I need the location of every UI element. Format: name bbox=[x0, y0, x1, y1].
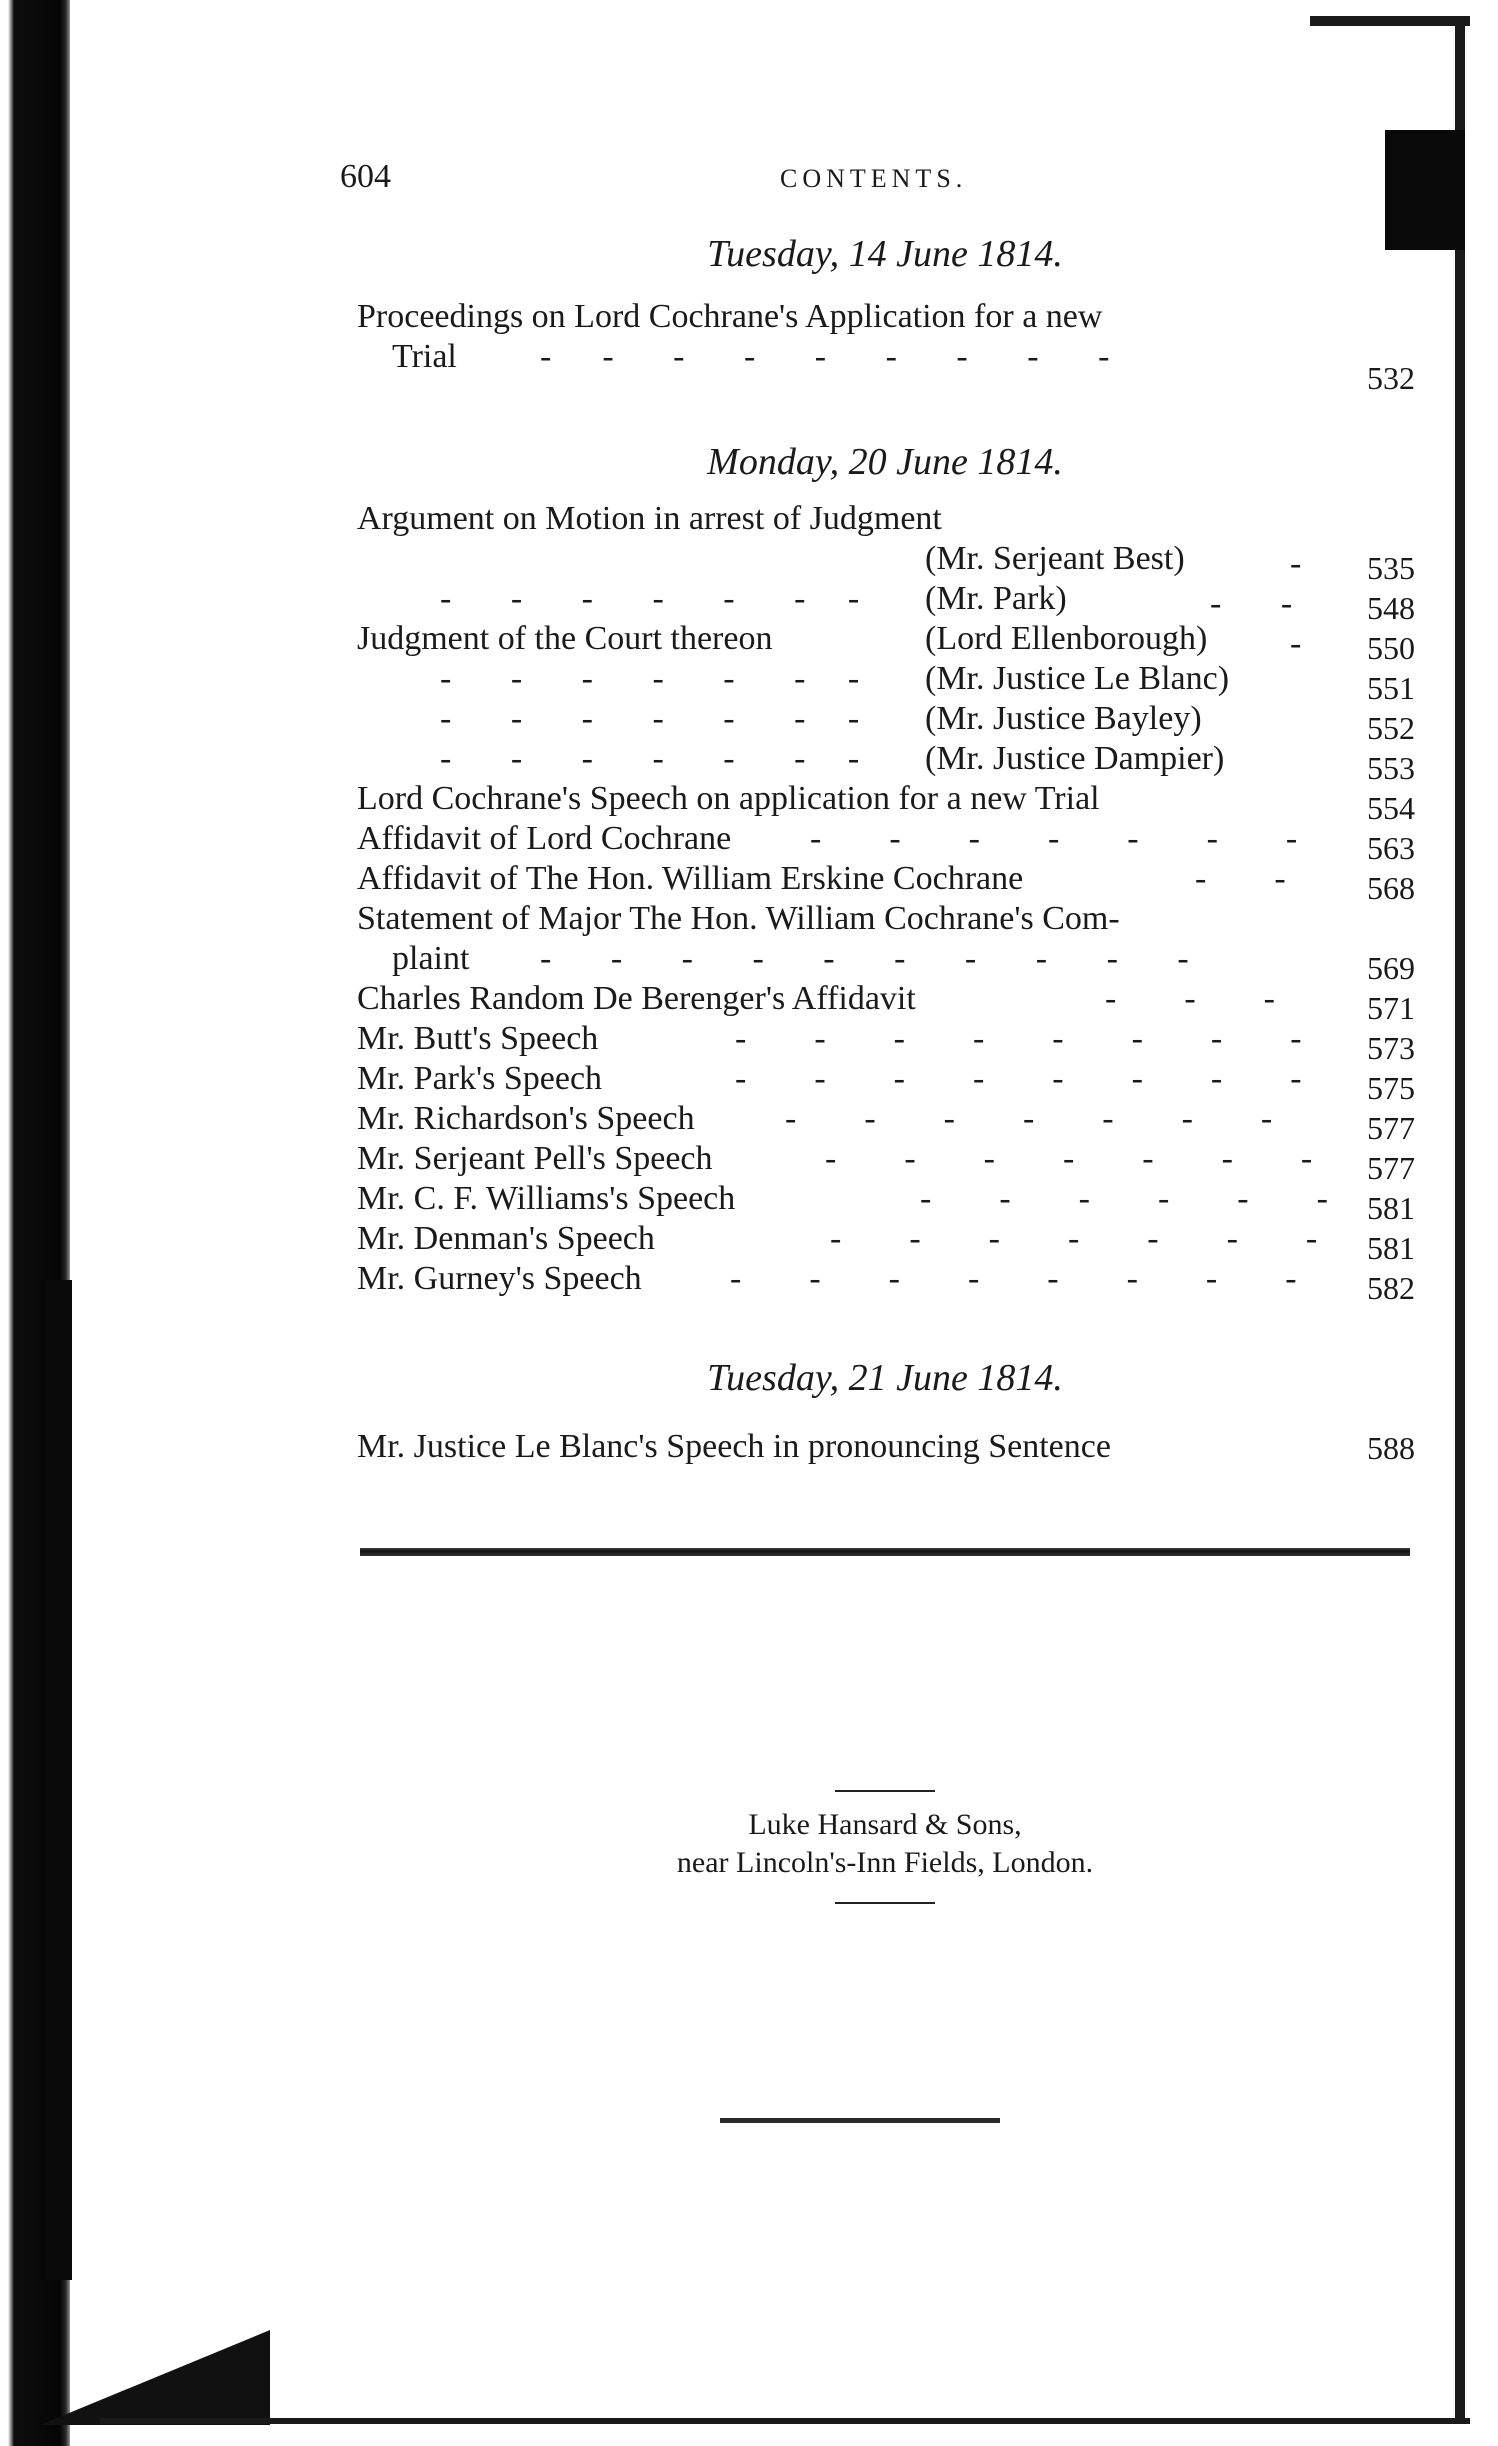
entry-text: Trial bbox=[392, 338, 457, 375]
scan-edge-bottom bbox=[100, 2418, 1470, 2424]
entry-butt: Mr. Butt's Speech bbox=[357, 1020, 599, 1057]
entry-speaker: (Mr. Serjeant Best) bbox=[925, 540, 1185, 577]
page-ref: 563 bbox=[1367, 830, 1415, 866]
leader-dots: - - - - - - - - bbox=[735, 1020, 1302, 1057]
entry-le-blanc-sentence: Mr. Justice Le Blanc's Speech in pronouncing Sentence bbox=[357, 1428, 1111, 1465]
imprint-rule-bottom bbox=[835, 1902, 935, 1904]
binding-shadow-corner bbox=[40, 2330, 270, 2425]
page-ref: 535 bbox=[1367, 550, 1415, 586]
section-heading-tuesday-21: Tuesday, 21 June 1814. bbox=[707, 1357, 1063, 1399]
entry-judgment: Judgment of the Court thereon bbox=[357, 620, 773, 657]
entry-richardson: Mr. Richardson's Speech bbox=[357, 1100, 695, 1137]
entry-statement: Statement of Major The Hon. William Cochrane's Com- bbox=[357, 900, 1120, 937]
entry-cochrane-speech: Lord Cochrane's Speech on application for a new Trial bbox=[357, 780, 1100, 817]
page-ref: 582 bbox=[1367, 1270, 1415, 1306]
leader-dots: - - - - - - - bbox=[440, 740, 860, 777]
page-ref: 573 bbox=[1367, 1030, 1415, 1066]
imprint-rule-top bbox=[835, 1790, 935, 1792]
entry-berenger: Charles Random De Berenger's Affidavit bbox=[357, 980, 916, 1017]
page-number: 604 bbox=[340, 158, 391, 195]
leader-dots: - - - - - - - bbox=[440, 580, 860, 617]
leader-dots: - - - - - - - bbox=[830, 1220, 1318, 1257]
leader-dots: - - - - - - - bbox=[440, 660, 860, 697]
page-ref: 575 bbox=[1367, 1070, 1415, 1106]
scan-edge-right bbox=[1455, 20, 1465, 2420]
running-title: CONTENTS. bbox=[780, 164, 968, 193]
entry-affidavit-cochrane: Affidavit of Lord Cochrane bbox=[357, 820, 732, 857]
page-ref: 577 bbox=[1367, 1110, 1415, 1146]
page-ref: 548 bbox=[1367, 590, 1415, 626]
entry-speaker: (Lord Ellenborough) bbox=[925, 620, 1208, 657]
leader-dots: - - - - - - - bbox=[810, 820, 1298, 857]
leader-dots: - - - - - - - bbox=[440, 700, 860, 737]
page-ref: 552 bbox=[1367, 710, 1415, 746]
leader-dots: - - - - - - - bbox=[825, 1140, 1313, 1177]
entry-denman: Mr. Denman's Speech bbox=[357, 1220, 655, 1257]
leader-dots: - bbox=[1290, 545, 1302, 582]
page-ref: 571 bbox=[1367, 990, 1415, 1026]
page-ref: 553 bbox=[1367, 750, 1415, 786]
section-heading-monday-20: Monday, 20 June 1814. bbox=[707, 441, 1063, 483]
leader-dots: - bbox=[1290, 625, 1302, 662]
page-ref: 581 bbox=[1367, 1230, 1415, 1266]
entry-park: Mr. Park's Speech bbox=[357, 1060, 603, 1097]
section-divider bbox=[360, 1548, 1410, 1556]
leader-dots: - - - - - - bbox=[920, 1180, 1328, 1217]
page-ref: 568 bbox=[1367, 870, 1415, 906]
entry-speaker: (Mr. Park) bbox=[925, 580, 1067, 617]
page-ref: 554 bbox=[1367, 790, 1415, 826]
imprint-address: near Lincoln's-Inn Fields, London. bbox=[676, 1846, 1094, 1879]
entry-proceedings-cont bbox=[392, 338, 457, 376]
entry-speaker: (Mr. Justice Dampier) bbox=[925, 740, 1225, 777]
entry-statement-cont: plaint bbox=[392, 940, 470, 977]
entry-text: Proceedings on Lord Cochrane's Application for a new bbox=[357, 298, 1103, 335]
page-ref: 581 bbox=[1367, 1190, 1415, 1226]
entry-speaker: (Mr. Justice Bayley) bbox=[925, 700, 1202, 737]
page-ref: 577 bbox=[1367, 1150, 1415, 1186]
page-ref: 588 bbox=[1367, 1430, 1415, 1466]
leader-dots: - - - - - - - - - - bbox=[540, 940, 1189, 977]
page-ref: 569 bbox=[1367, 950, 1415, 986]
scan-edge-top bbox=[1310, 16, 1470, 26]
leader-dots: - - - - - - - - bbox=[735, 1060, 1302, 1097]
binding-shadow-lower bbox=[46, 1280, 72, 2280]
imprint-printer: Luke Hansard & Sons, bbox=[748, 1808, 1022, 1841]
section-heading-tuesday-14: Tuesday, 14 June 1814. bbox=[707, 233, 1063, 275]
entry-argument: Argument on Motion in arrest of Judgment bbox=[357, 500, 942, 537]
page-ref: 550 bbox=[1367, 630, 1415, 666]
leader-dots: - - bbox=[1210, 585, 1293, 622]
leader-dots: - - - bbox=[1105, 980, 1275, 1017]
entry-affidavit-erskine: Affidavit of The Hon. William Erskine Cochrane bbox=[357, 860, 1024, 897]
entry-williams: Mr. C. F. Williams's Speech bbox=[357, 1180, 736, 1217]
entry-pell: Mr. Serjeant Pell's Speech bbox=[357, 1140, 713, 1177]
entry-speaker: (Mr. Justice Le Blanc) bbox=[925, 660, 1230, 697]
page-ref: 532 bbox=[1367, 360, 1415, 396]
leader-dots: - - bbox=[1195, 860, 1286, 897]
leader-dots: - - - - - - - - - bbox=[540, 338, 1110, 375]
leader-dots: - - - - - - - - bbox=[730, 1260, 1297, 1297]
entry-proceedings bbox=[357, 298, 1102, 336]
entry-gurney: Mr. Gurney's Speech bbox=[357, 1260, 642, 1297]
printer-mark-rule bbox=[720, 2118, 1000, 2123]
leader-dots: - - - - - - - bbox=[785, 1100, 1273, 1137]
page-ref: 551 bbox=[1367, 670, 1415, 706]
